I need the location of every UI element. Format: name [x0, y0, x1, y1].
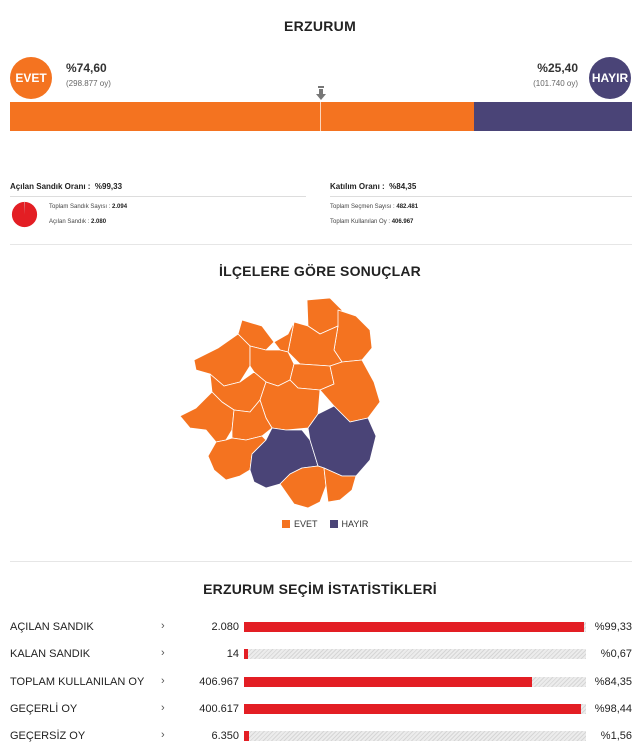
chevron-right-icon[interactable]: › [161, 675, 165, 687]
divider [10, 196, 306, 197]
katilim-ratio-value: %84,35 [389, 182, 417, 191]
opened-sandik-row [49, 219, 106, 225]
stat-value: 406.967 [199, 676, 239, 688]
stat-row[interactable] [10, 618, 632, 636]
chevron-right-icon[interactable]: › [161, 647, 165, 659]
hayir-votes: (101.740 oy) [533, 79, 578, 88]
halfway-arrow-icon [316, 86, 326, 100]
chevron-right-icon[interactable]: › [161, 620, 165, 632]
divider [330, 196, 632, 197]
result-ratio-bar [10, 102, 632, 131]
total-voters-row [330, 204, 418, 210]
stat-percentage: %98,44 [594, 703, 632, 715]
legend-item-evet [282, 519, 318, 529]
stat-label: AÇILAN SANDIK [10, 621, 94, 633]
district-evet[interactable] [334, 310, 372, 362]
evet-bar-segment [10, 102, 474, 131]
stat-bar-fill [244, 731, 249, 741]
stat-bar-fill [244, 704, 581, 714]
total-voters-label: Toplam Seçmen Sayısı : [330, 204, 395, 210]
evet-badge: EVET [10, 57, 52, 99]
stat-value: 2.080 [211, 621, 239, 633]
stat-bar-fill [244, 677, 532, 687]
stat-percentage: %99,33 [594, 621, 632, 633]
katilim-ratio [330, 176, 416, 194]
stat-bar-track [244, 622, 586, 632]
sandik-ratio-value: %99,33 [94, 182, 123, 191]
stat-bar-track [244, 677, 586, 687]
stat-bar-track [244, 731, 586, 741]
stat-percentage: %0,67 [600, 648, 632, 660]
opened-sandik-value: 2.080 [91, 219, 107, 225]
evet-votes: (298.877 oy) [66, 79, 111, 88]
halfway-line [320, 102, 321, 131]
hayir-bar-segment [474, 102, 632, 131]
sandik-pie-chart [11, 201, 38, 228]
total-used-value: 406.967 [391, 219, 414, 225]
stat-row[interactable] [10, 700, 632, 718]
chevron-right-icon[interactable]: › [161, 729, 165, 741]
stat-percentage: %1,56 [600, 730, 632, 742]
legend-label-evet: EVET [294, 519, 318, 529]
evet-percentage: %74,60 [66, 61, 107, 75]
hayir-percentage: %25,40 [537, 61, 578, 75]
stat-label: GEÇERSİZ OY [10, 730, 86, 742]
stat-bar-track [244, 704, 586, 714]
total-used-label: Toplam Kullanılan Oy : [330, 219, 391, 225]
district-evet[interactable] [194, 334, 250, 386]
sandik-ratio [10, 176, 122, 194]
hayir-badge: HAYIR [589, 57, 631, 99]
districts-title: İLÇELERE GÖRE SONUÇLAR [219, 263, 421, 279]
stats-title: ERZURUM SEÇİM İSTATİSTİKLERİ [203, 581, 437, 597]
stat-percentage: %84,35 [594, 676, 632, 688]
stat-bar-fill [244, 649, 248, 659]
section-divider [10, 244, 632, 245]
stat-bar-fill [244, 622, 584, 632]
sandik-ratio-label: Açılan Sandık Oranı : [10, 182, 91, 191]
total-used-row [330, 219, 413, 225]
page-title: ERZURUM [283, 18, 357, 34]
legend-swatch-evet [282, 520, 290, 528]
chevron-right-icon[interactable]: › [161, 702, 165, 714]
stat-bar-track [244, 649, 586, 659]
stat-value: 6.350 [211, 730, 239, 742]
stat-label: KALAN SANDIK [10, 648, 91, 660]
total-sandik-value: 2.094 [112, 204, 128, 210]
district-map [170, 290, 390, 520]
stat-label: GEÇERLİ OY [10, 703, 78, 715]
total-sandik-row [49, 204, 127, 210]
stat-value: 14 [226, 648, 239, 660]
section-divider [10, 561, 632, 562]
legend-label-hayir: HAYIR [341, 519, 369, 529]
legend-swatch-hayir [330, 520, 338, 528]
map-legend [282, 519, 380, 529]
stat-row[interactable] [10, 727, 632, 745]
total-sandik-label: Toplam Sandık Sayısı : [49, 204, 111, 210]
stat-row[interactable] [10, 673, 632, 691]
opened-sandik-label: Açılan Sandık : [49, 219, 90, 225]
legend-item-hayir [330, 519, 369, 529]
stat-row[interactable] [10, 645, 632, 663]
total-voters-value: 482.481 [396, 204, 419, 210]
stat-label: TOPLAM KULLANILAN OY [10, 676, 145, 688]
stat-value: 400.617 [199, 703, 239, 715]
katilim-ratio-label: Katılım Oranı : [330, 182, 385, 191]
